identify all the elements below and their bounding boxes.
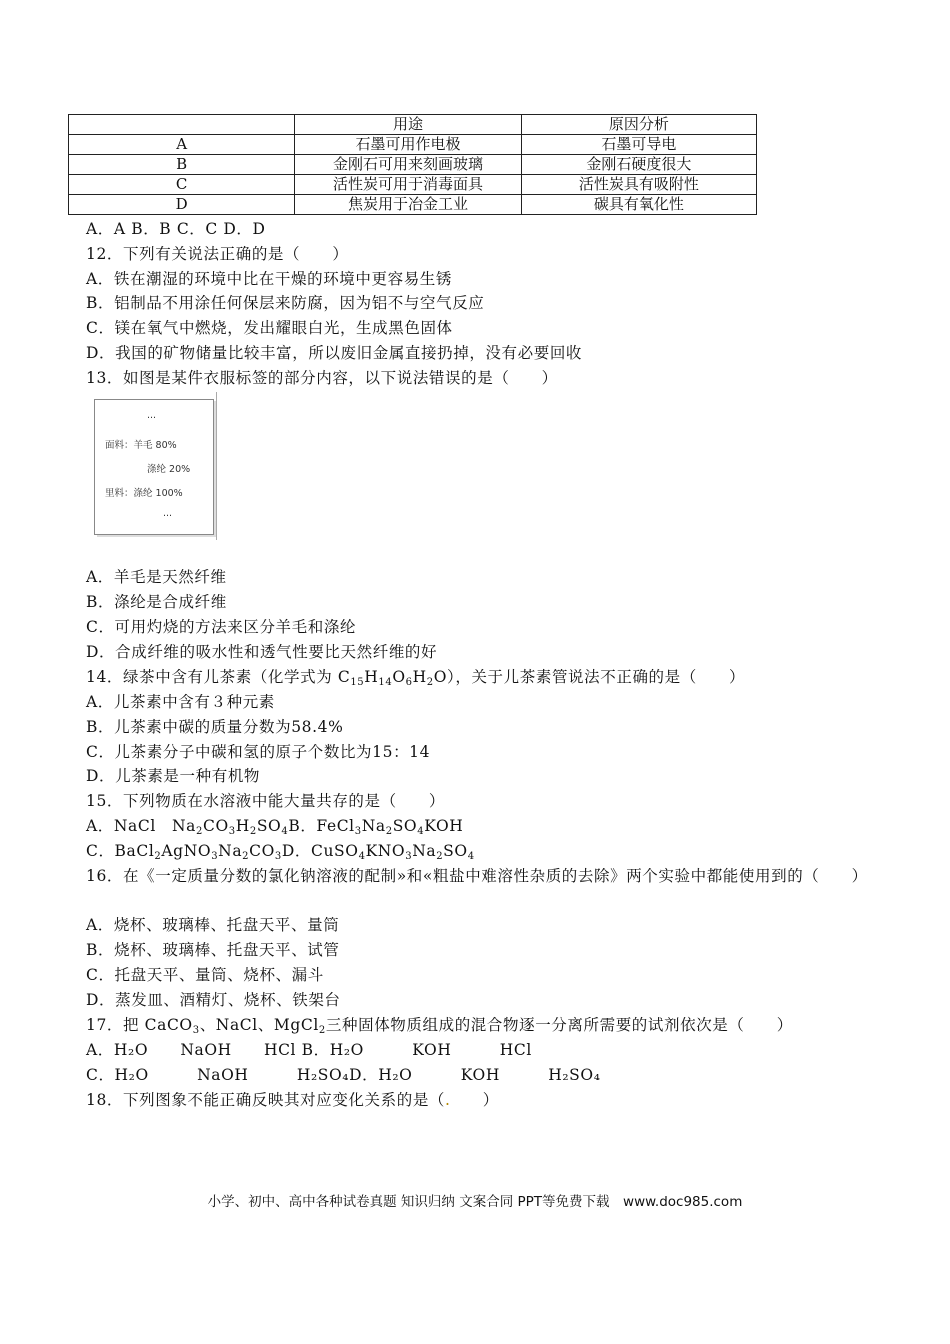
- label-dots-bottom: ...: [163, 508, 173, 519]
- q12-option-c: C．镁在氧气中燃烧，发出耀眼白光，生成黑色固体: [86, 319, 453, 337]
- table-header-cell: 用途: [295, 115, 521, 135]
- table-header-cell: [69, 115, 295, 135]
- table-row: [69, 175, 757, 195]
- table-header-cell: 原因分析: [521, 115, 756, 135]
- table-cell: 金刚石可用来刻画玻璃: [295, 155, 521, 175]
- table-cell: 活性炭可用于消毒面具: [295, 175, 521, 195]
- q14-option-c: C．儿茶素分子中碳和氢的原子个数比为15：14: [86, 743, 431, 761]
- q14-option-d: D．儿茶素是一种有机物: [86, 767, 261, 785]
- q18-stem-dot: .: [445, 1091, 451, 1109]
- q13-stem: 13．如图是某件衣服标签的部分内容，以下说法错误的是（ ）: [86, 369, 558, 387]
- table-cell: B: [69, 155, 295, 175]
- table-cell: 焦炭用于冶金工业: [295, 195, 521, 215]
- table-cell: 碳具有氧化性: [521, 195, 756, 215]
- table-cell: C: [69, 175, 295, 195]
- q16-option-b: B．烧杯、玻璃棒、托盘天平、试管: [86, 941, 340, 959]
- q11-options: A．A B．B C．C D．D: [86, 220, 266, 238]
- label-dots-top: ...: [147, 410, 157, 421]
- table-cell: 金刚石硬度很大: [521, 155, 756, 175]
- q13-option-b: B．涤纶是合成纤维: [86, 593, 227, 611]
- q12-option-d: D．我国的矿物储量比较丰富，所以废旧金属直接扔掉，没有必要回收: [86, 344, 583, 362]
- table-cell: 石墨可导电: [521, 135, 756, 155]
- q13-option-a: A．羊毛是天然纤维: [86, 568, 227, 586]
- label-outer-fabric: 面料：羊毛 80%: [105, 440, 177, 451]
- q15-options-row2: C．$BaCl_2AgNO_3Na_2CO_3D$．$CuSO_4KNO_3Na_2SO_4$: [86, 842, 475, 862]
- q14-stem-pre: 14．绿茶中含有儿茶素（化学式为 C: [86, 668, 351, 686]
- table-row: [69, 195, 757, 215]
- q17-options-row2: C．H₂O NaOH H₂SO₄D．H₂O KOH H₂SO₄: [86, 1066, 601, 1084]
- q17-stem: 17．把 CaCO$_3$、NaCl、MgCl$_2$三种固体物质组成的混合物逐一分离所需要的试剂依次是（ ）: [86, 1016, 793, 1036]
- q14-option-b: B．儿茶素中碳的质量分数为58.4%: [86, 718, 344, 736]
- table-cell: D: [69, 195, 295, 215]
- q13-option-d: D．合成纤维的吸水性和透气性要比天然纤维的好: [86, 643, 438, 661]
- q16-option-c: C．托盘天平、量筒、烧杯、漏斗: [86, 966, 324, 984]
- q13-option-c: C．可用灼烧的方法来区分羊毛和涤纶: [86, 618, 357, 636]
- q18-stem-pre: 18．下列图象不能正确反映其对应变化关系的是（: [86, 1091, 446, 1109]
- table-header-row: [69, 115, 757, 135]
- q17-options-row1: A．H₂O NaOH HCl B．H₂O KOH HCl: [86, 1041, 532, 1059]
- q14-stem-post: ），关于儿茶素管说法不正确的是（ ）: [447, 668, 746, 686]
- q15-stem: 15．下列物质在水溶液中能大量共存的是（ ）: [86, 792, 446, 810]
- q15-options-row1: A．NaCl $Na_2CO_3H_2SO_4B$．$FeCl_3Na_2SO_4KOH$: [86, 817, 464, 837]
- table-row: [69, 135, 757, 155]
- q16-option-d: D．蒸发皿、酒精灯、烧杯、铁架台: [86, 991, 341, 1009]
- page-footer: 小学、初中、高中各种试卷真题 知识归纳 文案合同 PPT等免费下载 www.doc985.com: [207, 1194, 743, 1210]
- q16-stem: 16．在《一定质量分数的氯化钠溶液的配制»和«粗盐中难溶性杂质的去除》两个实验中都能使用到的（ ）: [86, 867, 868, 885]
- q12-option-b: B．铝制品不用涂任何保层来防腐，因为铝不与空气反应: [86, 294, 485, 312]
- carbon-uses-table: [68, 114, 757, 215]
- table-cell: 活性炭具有吸附性: [521, 175, 756, 195]
- clothing-label-image: [94, 399, 214, 535]
- label-polyester: 涤纶 20%: [147, 464, 191, 475]
- label-lining: 里料：涤纶 100%: [105, 488, 183, 499]
- q12-stem: 12．下列有关说法正确的是（ ）: [86, 245, 349, 263]
- label-edge-line: [216, 392, 217, 540]
- q14-option-a: A．儿茶素中含有３种元素: [86, 693, 275, 711]
- q12-option-a: A．铁在潮湿的环境中比在干燥的环境中更容易生锈: [86, 270, 452, 288]
- table-row: [69, 155, 757, 175]
- table-cell: 石墨可用作电极: [295, 135, 521, 155]
- q18-stem-post: ）: [450, 1091, 499, 1109]
- q16-option-a: A．烧杯、玻璃棒、托盘天平、量筒: [86, 916, 340, 934]
- q18-stem: [86, 1089, 499, 1111]
- q17-stem-post: 三种固体物质组成的混合物逐一分离所需要的试剂依次是（ ）: [325, 1016, 793, 1034]
- q14-stem: 14．绿茶中含有儿茶素（化学式为 $C_{15}H_{14}O_6H_2O$），关于儿茶素管说法不正确的是（ ）: [86, 668, 746, 688]
- q17-stem-pre: 17．把 CaCO: [86, 1016, 193, 1034]
- table-cell: A: [69, 135, 295, 155]
